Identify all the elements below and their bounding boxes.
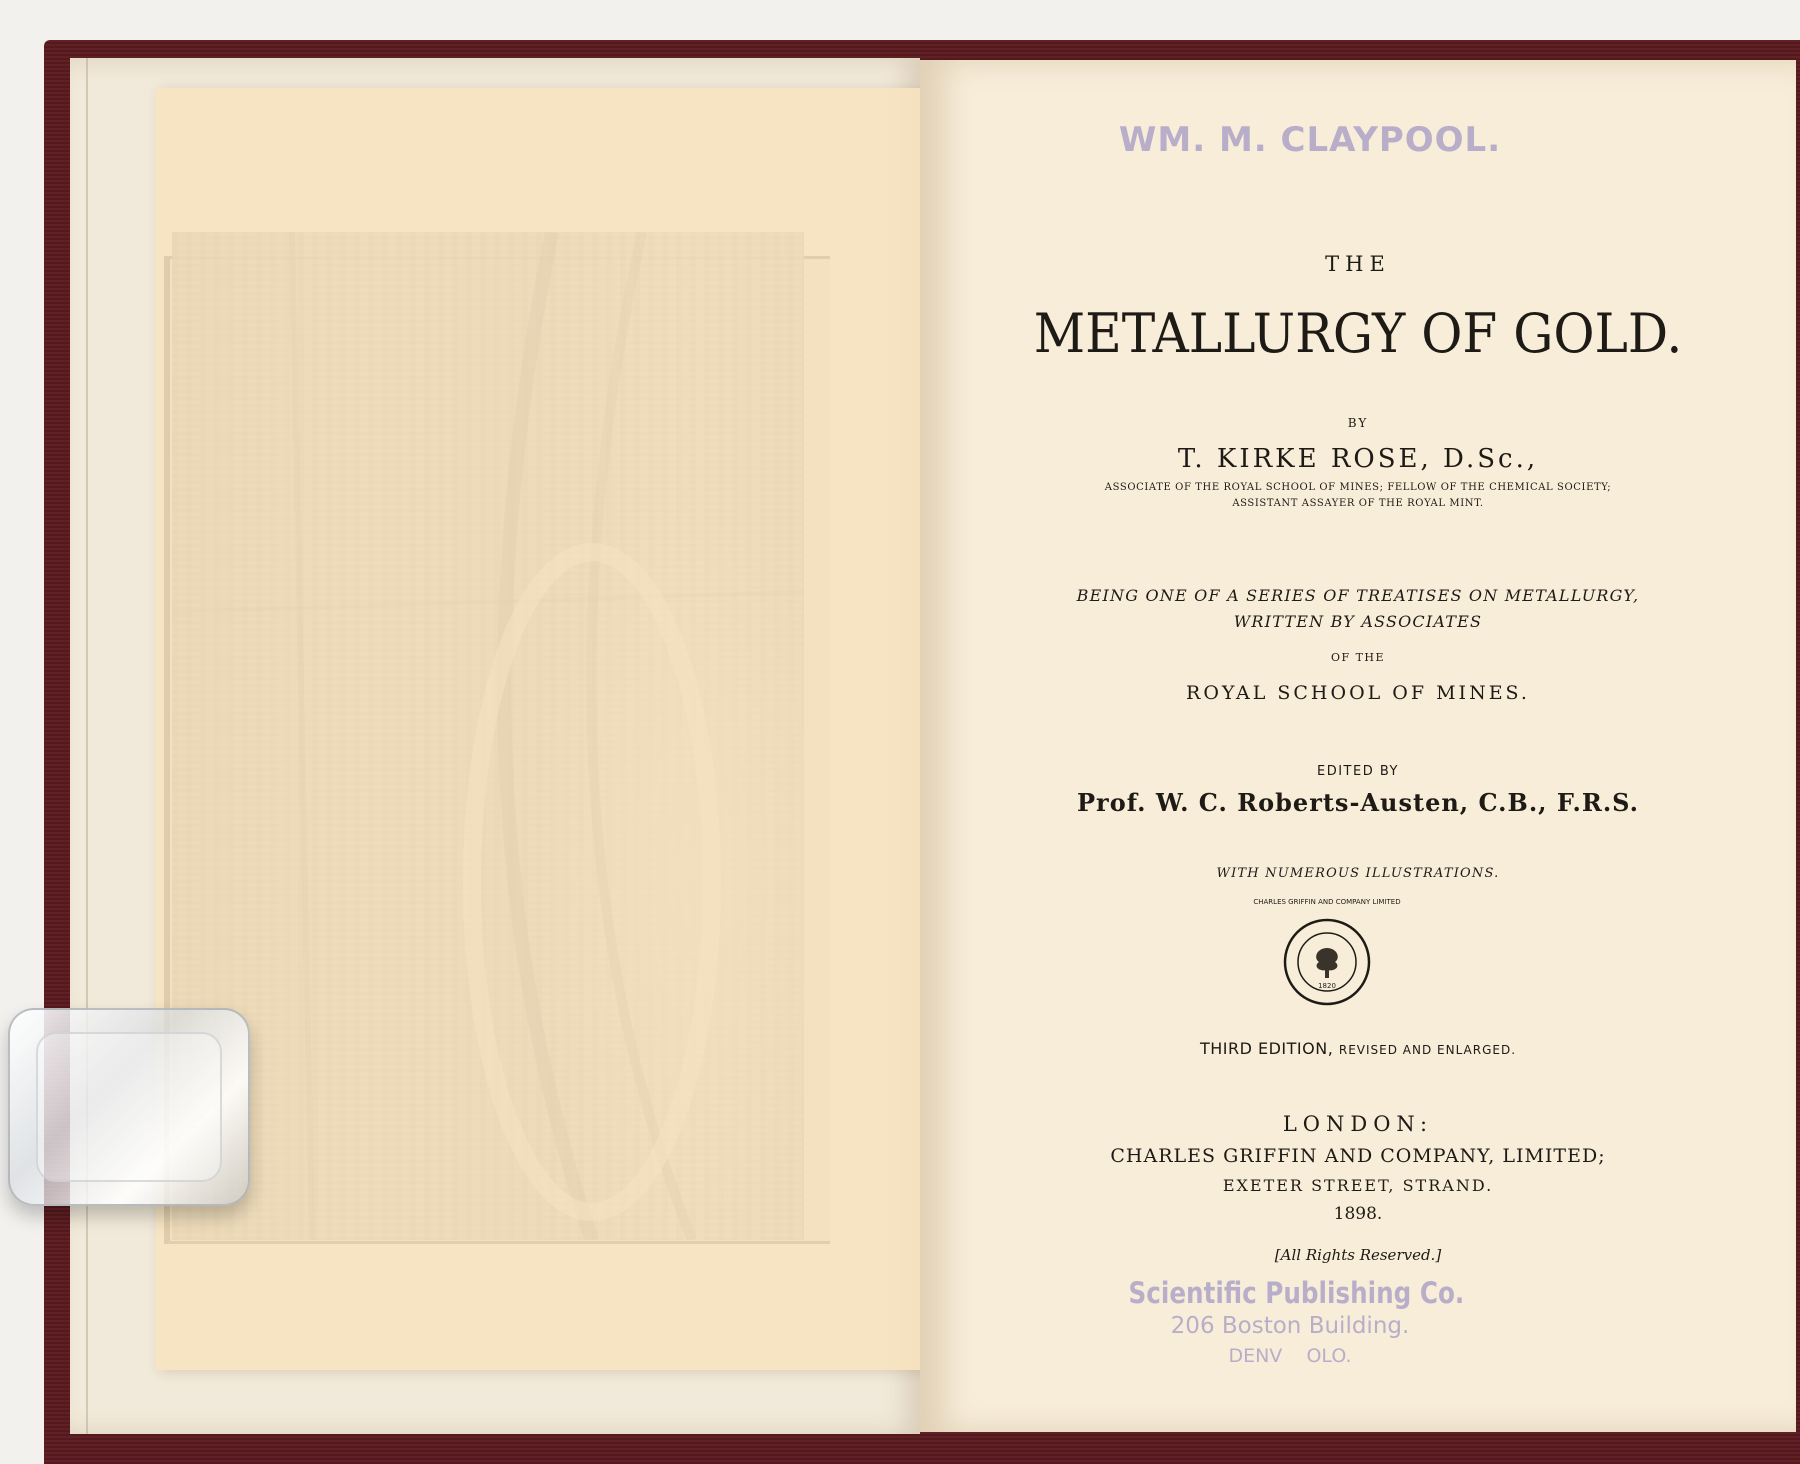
imprint-city: LONDON: (1282, 1112, 1434, 1136)
editor-name: Prof. W. C. Roberts-Austen, C.B., F.R.S. (1077, 788, 1639, 817)
seal-label: CHARLES GRIFFIN AND COMPANY LIMITED (1253, 898, 1401, 906)
edition-rest: REVISED AND ENLARGED. (1338, 1043, 1517, 1057)
dealer-stamp-line-3: DENV OLO. (1228, 1345, 1352, 1367)
book-title: METALLURGY OF GOLD. (1033, 302, 1683, 365)
author-name: T. KIRKE ROSE, D.Sc., (1177, 444, 1539, 474)
illustrations-note: WITH NUMEROUS ILLUSTRATIONS. (1216, 866, 1500, 881)
seal-emblem (1283, 918, 1371, 1006)
owner-stamp: WM. M. CLAYPOOL. (1118, 120, 1502, 160)
edition-main: THIRD EDITION, (1199, 1039, 1334, 1058)
author-credentials-2: ASSISTANT ASSAYER OF THE ROYAL MINT. (1232, 498, 1484, 509)
title-the: THE (1325, 252, 1391, 276)
imprint-year: 1898. (1333, 1204, 1383, 1224)
tissue-guard (156, 88, 942, 1370)
author-credentials-1: ASSOCIATE OF THE ROYAL SCHOOL OF MINES; FELLOW OF THE CHEMICAL SOCIETY; (1104, 482, 1612, 493)
of-the-label: OF THE (1330, 651, 1386, 664)
seal-year: 1820 (1318, 982, 1336, 990)
glass-weight-facet (36, 1032, 222, 1182)
glass-page-weight (8, 1008, 250, 1206)
by-label: BY (1347, 416, 1369, 430)
dealer-stamp-line-2: 206 Boston Building. (1170, 1313, 1410, 1339)
series-line-2: WRITTEN BY ASSOCIATES (1233, 612, 1483, 631)
publisher-seal (1253, 898, 1401, 1006)
edition-note (920, 1039, 1796, 1058)
imprint-address: EXETER STREET, STRAND. (1222, 1176, 1494, 1195)
imprint-publisher: CHARLES GRIFFIN AND COMPANY, LIMITED; (1110, 1145, 1606, 1167)
endpaper-fold (86, 58, 88, 1434)
series-line-1: BEING ONE OF A SERIES OF TREATISES ON METALLURGY, (1076, 586, 1640, 605)
edited-by-label: EDITED BY (1316, 764, 1399, 779)
dealer-stamp-line-1: Scientific Publishing Co. (1128, 1276, 1465, 1310)
school-name: ROYAL SCHOOL OF MINES. (1186, 682, 1530, 704)
rights-note: [All Rights Reserved.] (1274, 1246, 1442, 1264)
